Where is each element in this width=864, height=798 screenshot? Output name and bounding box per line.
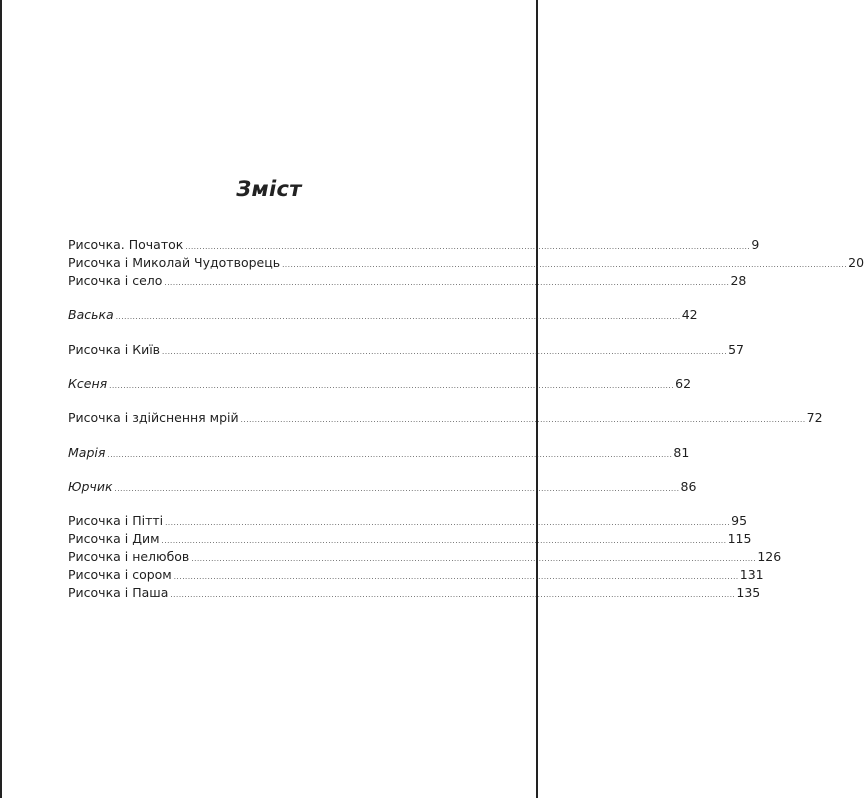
leader-dots: ........................................................................................................................................................................................................ (115, 313, 681, 321)
toc-entry-page: 42 (681, 307, 698, 322)
leader-dots: ........................................................................................................................................................................................................ (173, 573, 739, 581)
page-edge-right (536, 0, 538, 798)
page-edge-left (0, 0, 2, 798)
leader-dots: ........................................................................................................................................................................................................ (162, 348, 728, 356)
toc-entry-page: 131 (739, 567, 764, 582)
toc-entry-label: Рисочка і село (68, 273, 163, 288)
toc-entry-label: Марія (68, 445, 106, 460)
leader-dots: ........................................................................................................................................................................................................ (282, 261, 848, 269)
toc-entry-page: 72 (806, 410, 823, 425)
toc-entry-label: Рисочка і Пітті (68, 513, 164, 528)
toc-entry-label: Рисочка і Дим (68, 531, 160, 546)
toc-entry-page: 20 (848, 255, 864, 270)
toc-entry (68, 512, 748, 530)
toc-entry (68, 548, 782, 566)
toc-entry (68, 566, 764, 584)
toc-entry (68, 306, 698, 324)
page-title: Зміст (236, 177, 302, 201)
leader-dots: ........................................................................................................................................................................................................ (164, 279, 730, 287)
toc-entry (68, 444, 690, 462)
toc-entry-label: Рисочка і нелюбов (68, 549, 190, 564)
toc-entry (68, 272, 747, 290)
leader-dots: ........................................................................................................................................................................................................ (240, 416, 806, 424)
leader-dots: ........................................................................................................................................................................................................ (107, 451, 673, 459)
toc-entry-label: Рисочка і Паша (68, 585, 169, 600)
toc-entry (68, 409, 823, 427)
toc-entry-label: Васька (68, 307, 114, 322)
toc-entry-page: 57 (728, 342, 744, 357)
toc-entry-page: 126 (757, 549, 782, 564)
toc-entry-label: Рисочка і Миколай Чудотворець (68, 255, 281, 270)
toc-entry-label: Ксеня (68, 376, 108, 391)
toc-entry (68, 236, 760, 254)
toc-entry (68, 375, 692, 393)
toc-entry-label: Рисочка і здійснення мрій (68, 410, 239, 425)
toc-entry-page: 95 (731, 513, 748, 528)
toc-entry (68, 478, 697, 496)
toc-entry-page: 86 (680, 479, 697, 494)
toc-entry (68, 530, 752, 548)
leader-dots: ........................................................................................................................................................................................................ (191, 555, 757, 563)
toc-entry (68, 584, 761, 602)
toc-entry-label: Рисочка. Початок (68, 237, 184, 252)
toc-entry-label: Рисочка і сором (68, 567, 172, 582)
toc-entry-page: 62 (675, 376, 692, 391)
toc-entry-page: 81 (673, 445, 690, 460)
toc-entry (68, 254, 864, 272)
leader-dots: ........................................................................................................................................................................................................ (109, 382, 675, 390)
leader-dots: ........................................................................................................................................................................................................ (114, 485, 680, 493)
toc-entry-page: 135 (736, 585, 761, 600)
toc-entry-page: 115 (727, 531, 752, 546)
toc-entry-label: Рисочка і Київ (68, 342, 161, 357)
leader-dots: ........................................................................................................................................................................................................ (170, 591, 736, 599)
toc-entry-page: 28 (730, 273, 747, 288)
toc-entry-label: Юрчик (68, 479, 113, 494)
leader-dots: ........................................................................................................................................................................................................ (165, 519, 731, 527)
toc-entry (68, 341, 744, 359)
leader-dots: ........................................................................................................................................................................................................ (185, 243, 751, 251)
toc-entry-page: 9 (751, 237, 760, 252)
leader-dots: ........................................................................................................................................................................................................ (161, 537, 727, 545)
